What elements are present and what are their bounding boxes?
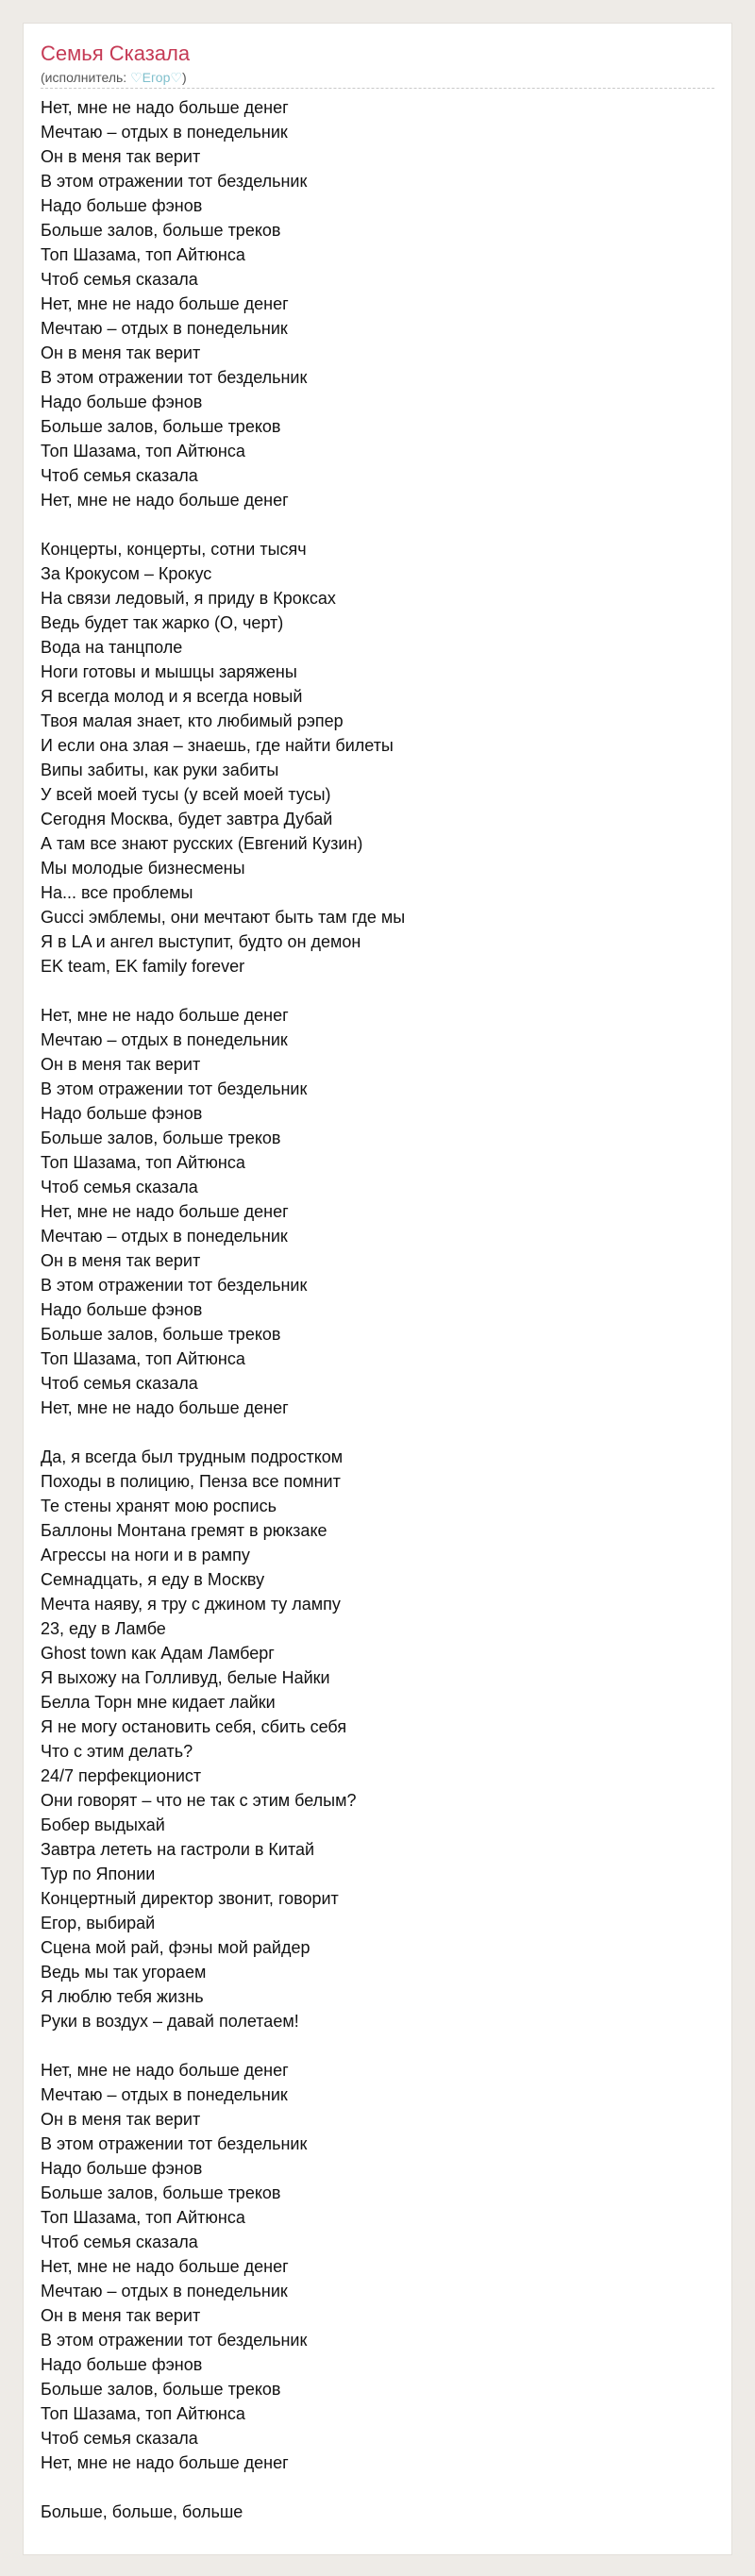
lyric-line: Руки в воздух – давай полетаем!: [41, 2012, 299, 2031]
lyric-line: Чтоб семья сказала: [41, 2233, 198, 2251]
lyric-line: 24/7 перфекционист: [41, 1766, 202, 1785]
performer-prefix: (исполнитель:: [41, 70, 131, 85]
lyric-line: Бобер выдыхай: [41, 1815, 165, 1834]
lyric-line: Я всегда молод и я всегда новый: [41, 687, 303, 706]
lyric-line: Мечтаю – отдых в понедельник: [41, 123, 288, 142]
lyric-line: Ведь будет так жарко (О, черт): [41, 613, 284, 632]
lyric-line: Випы забиты, как руки забиты: [41, 761, 279, 779]
lyric-line: Мы молодые бизнесмены: [41, 859, 245, 878]
lyric-line: Больше залов, больше треков: [41, 417, 281, 436]
lyric-line: Мечтаю – отдых в понедельник: [41, 1030, 288, 1049]
lyric-line: Белла Торн мне кидает лайки: [41, 1693, 276, 1712]
lyric-line: И если она злая – знаешь, где найти билеты: [41, 736, 394, 755]
lyric-line: Он в меня так верит: [41, 343, 201, 362]
lyric-line: Ghost town как Адам Ламберг: [41, 1644, 275, 1663]
lyric-line: Баллоны Монтана гремят в рюкзаке: [41, 1521, 327, 1540]
lyric-line: Твоя малая знает, кто любимый рэпер: [41, 711, 344, 730]
lyrics-body: [41, 95, 714, 2524]
lyric-line: Топ Шазама, топ Айтюнса: [41, 245, 245, 264]
lyric-line: Больше залов, больше треков: [41, 1129, 281, 1147]
lyric-line: EK team, EK family forever: [41, 957, 245, 976]
lyric-line: А там все знают русских (Евгений Кузин): [41, 834, 363, 853]
stanza-break: [41, 2033, 714, 2058]
heart-icon: ♡: [170, 70, 182, 85]
lyric-line: Нет, мне не надо больше денег: [41, 2257, 289, 2276]
lyric-line: Надо больше фэнов: [41, 1300, 203, 1319]
lyric-line: Я не могу остановить себя, сбить себя: [41, 1717, 347, 1736]
lyric-line: Топ Шазама, топ Айтюнса: [41, 1153, 245, 1172]
lyric-line: Чтоб семья сказала: [41, 466, 198, 485]
stanza-break: [41, 512, 714, 537]
lyric-line: Больше залов, больше треков: [41, 1325, 281, 1344]
lyric-line: В этом отражении тот бездельник: [41, 368, 308, 387]
performer-suffix: ): [181, 70, 187, 85]
lyric-line: Мечтаю – отдых в понедельник: [41, 1227, 288, 1246]
lyric-line: Мечтаю – отдых в понедельник: [41, 2085, 288, 2104]
lyric-line: Нет, мне не надо больше денег: [41, 1398, 289, 1417]
lyric-line: В этом отражении тот бездельник: [41, 2331, 308, 2350]
artist-link[interactable]: Егор: [142, 70, 171, 85]
lyric-line: Топ Шазама, топ Айтюнса: [41, 2208, 245, 2227]
lyric-line: Больше залов, больше треков: [41, 221, 281, 240]
lyric-line: Концерты, концерты, сотни тысяч: [41, 540, 307, 559]
lyric-line: Мечтаю – отдых в понедельник: [41, 2282, 288, 2300]
lyric-line: Егор, выбирай: [41, 1914, 156, 1932]
stanza-break: [41, 2475, 714, 2500]
song-title: Семья Сказала: [41, 42, 191, 65]
lyric-line: Больше, больше, больше: [41, 2502, 243, 2521]
lyric-line: Чтоб семья сказала: [41, 270, 198, 289]
lyric-line: Да, я всегда был трудным подростком: [41, 1447, 344, 1466]
performer-line: [41, 69, 187, 86]
lyric-line: Чтоб семья сказала: [41, 1178, 198, 1196]
title-divider: [41, 88, 714, 89]
lyric-line: Надо больше фэнов: [41, 393, 203, 411]
stanza-break: [41, 979, 714, 1003]
lyric-line: У всей моей тусы (у всей моей тусы): [41, 785, 331, 804]
lyric-line: Чтоб семья сказала: [41, 1374, 198, 1393]
lyric-line: Ведь мы так угораем: [41, 1963, 207, 1982]
lyric-line: Топ Шазама, топ Айтюнса: [41, 2404, 245, 2423]
lyric-line: Нет, мне не надо больше денег: [41, 294, 289, 313]
lyric-line: На связи ледовый, я приду в Кроксах: [41, 589, 336, 608]
lyric-line: Надо больше фэнов: [41, 2159, 203, 2178]
lyric-line: Он в меня так верит: [41, 2306, 201, 2325]
lyric-line: Gucci эмблемы, они мечтают быть там где мы: [41, 908, 406, 927]
lyric-line: Агрессы на ноги и в рампу: [41, 1546, 250, 1564]
lyric-line: Он в меня так верит: [41, 1251, 201, 1270]
lyric-line: Топ Шазама, топ Айтюнса: [41, 1349, 245, 1368]
lyric-line: Сцена мой рай, фэны мой райдер: [41, 1938, 310, 1957]
lyric-line: В этом отражении тот бездельник: [41, 172, 308, 191]
lyric-line: Тур по Японии: [41, 1865, 156, 1883]
lyric-line: Что с этим делать?: [41, 1742, 193, 1761]
lyric-line: Те стены хранят мою роспись: [41, 1497, 277, 1515]
lyric-line: Нет, мне не надо больше денег: [41, 1006, 289, 1025]
lyric-line: Нет, мне не надо больше денег: [41, 491, 289, 510]
lyric-line: Вода на танцполе: [41, 638, 183, 657]
lyric-line: Сегодня Москва, будет завтра Дубай: [41, 810, 333, 828]
lyric-line: В этом отражении тот бездельник: [41, 2134, 308, 2153]
lyric-line: Семнадцать, я еду в Москву: [41, 1570, 265, 1589]
lyrics-card: [23, 23, 732, 2555]
lyric-line: В этом отражении тот бездельник: [41, 1276, 308, 1295]
lyric-line: На... все проблемы: [41, 883, 193, 902]
lyric-line: Завтра лететь на гастроли в Китай: [41, 1840, 315, 1859]
lyric-line: Походы в полицию, Пенза все помнит: [41, 1472, 341, 1491]
lyric-line: Нет, мне не надо больше денег: [41, 2061, 289, 2080]
lyric-line: Я в LA и ангел выступит, будто он демон: [41, 932, 361, 951]
lyric-line: Мечтаю – отдых в понедельник: [41, 319, 288, 338]
lyric-line: Я выхожу на Голливуд, белые Найки: [41, 1668, 330, 1687]
lyric-line: Концертный директор звонит, говорит: [41, 1889, 339, 1908]
lyric-line: Топ Шазама, топ Айтюнса: [41, 442, 245, 460]
stanza-break: [41, 1420, 714, 1445]
lyric-line: Чтоб семья сказала: [41, 2429, 198, 2448]
lyric-line: Нет, мне не надо больше денег: [41, 98, 289, 117]
lyric-line: Ноги готовы и мышцы заряжены: [41, 662, 297, 681]
lyric-line: Они говорят – что не так с этим белым?: [41, 1791, 357, 1810]
lyric-line: Больше залов, больше треков: [41, 2183, 281, 2202]
lyric-line: За Крокусом – Крокус: [41, 564, 212, 583]
lyric-line: Надо больше фэнов: [41, 1104, 203, 1123]
lyric-line: Больше залов, больше треков: [41, 2380, 281, 2399]
lyric-line: Он в меня так верит: [41, 1055, 201, 1074]
lyric-line: Мечта наяву, я тру с джином ту лампу: [41, 1595, 341, 1614]
lyric-line: 23, еду в Ламбе: [41, 1619, 166, 1638]
lyric-line: Нет, мне не надо больше денег: [41, 1202, 289, 1221]
lyric-line: Он в меня так верит: [41, 147, 201, 166]
lyric-line: Он в меня так верит: [41, 2110, 201, 2129]
lyric-line: Нет, мне не надо больше денег: [41, 2453, 289, 2472]
heart-icon: ♡: [130, 70, 143, 85]
lyric-line: Надо больше фэнов: [41, 196, 203, 215]
lyric-line: Я люблю тебя жизнь: [41, 1987, 204, 2006]
lyric-line: В этом отражении тот бездельник: [41, 1079, 308, 1098]
lyric-line: Надо больше фэнов: [41, 2355, 203, 2374]
